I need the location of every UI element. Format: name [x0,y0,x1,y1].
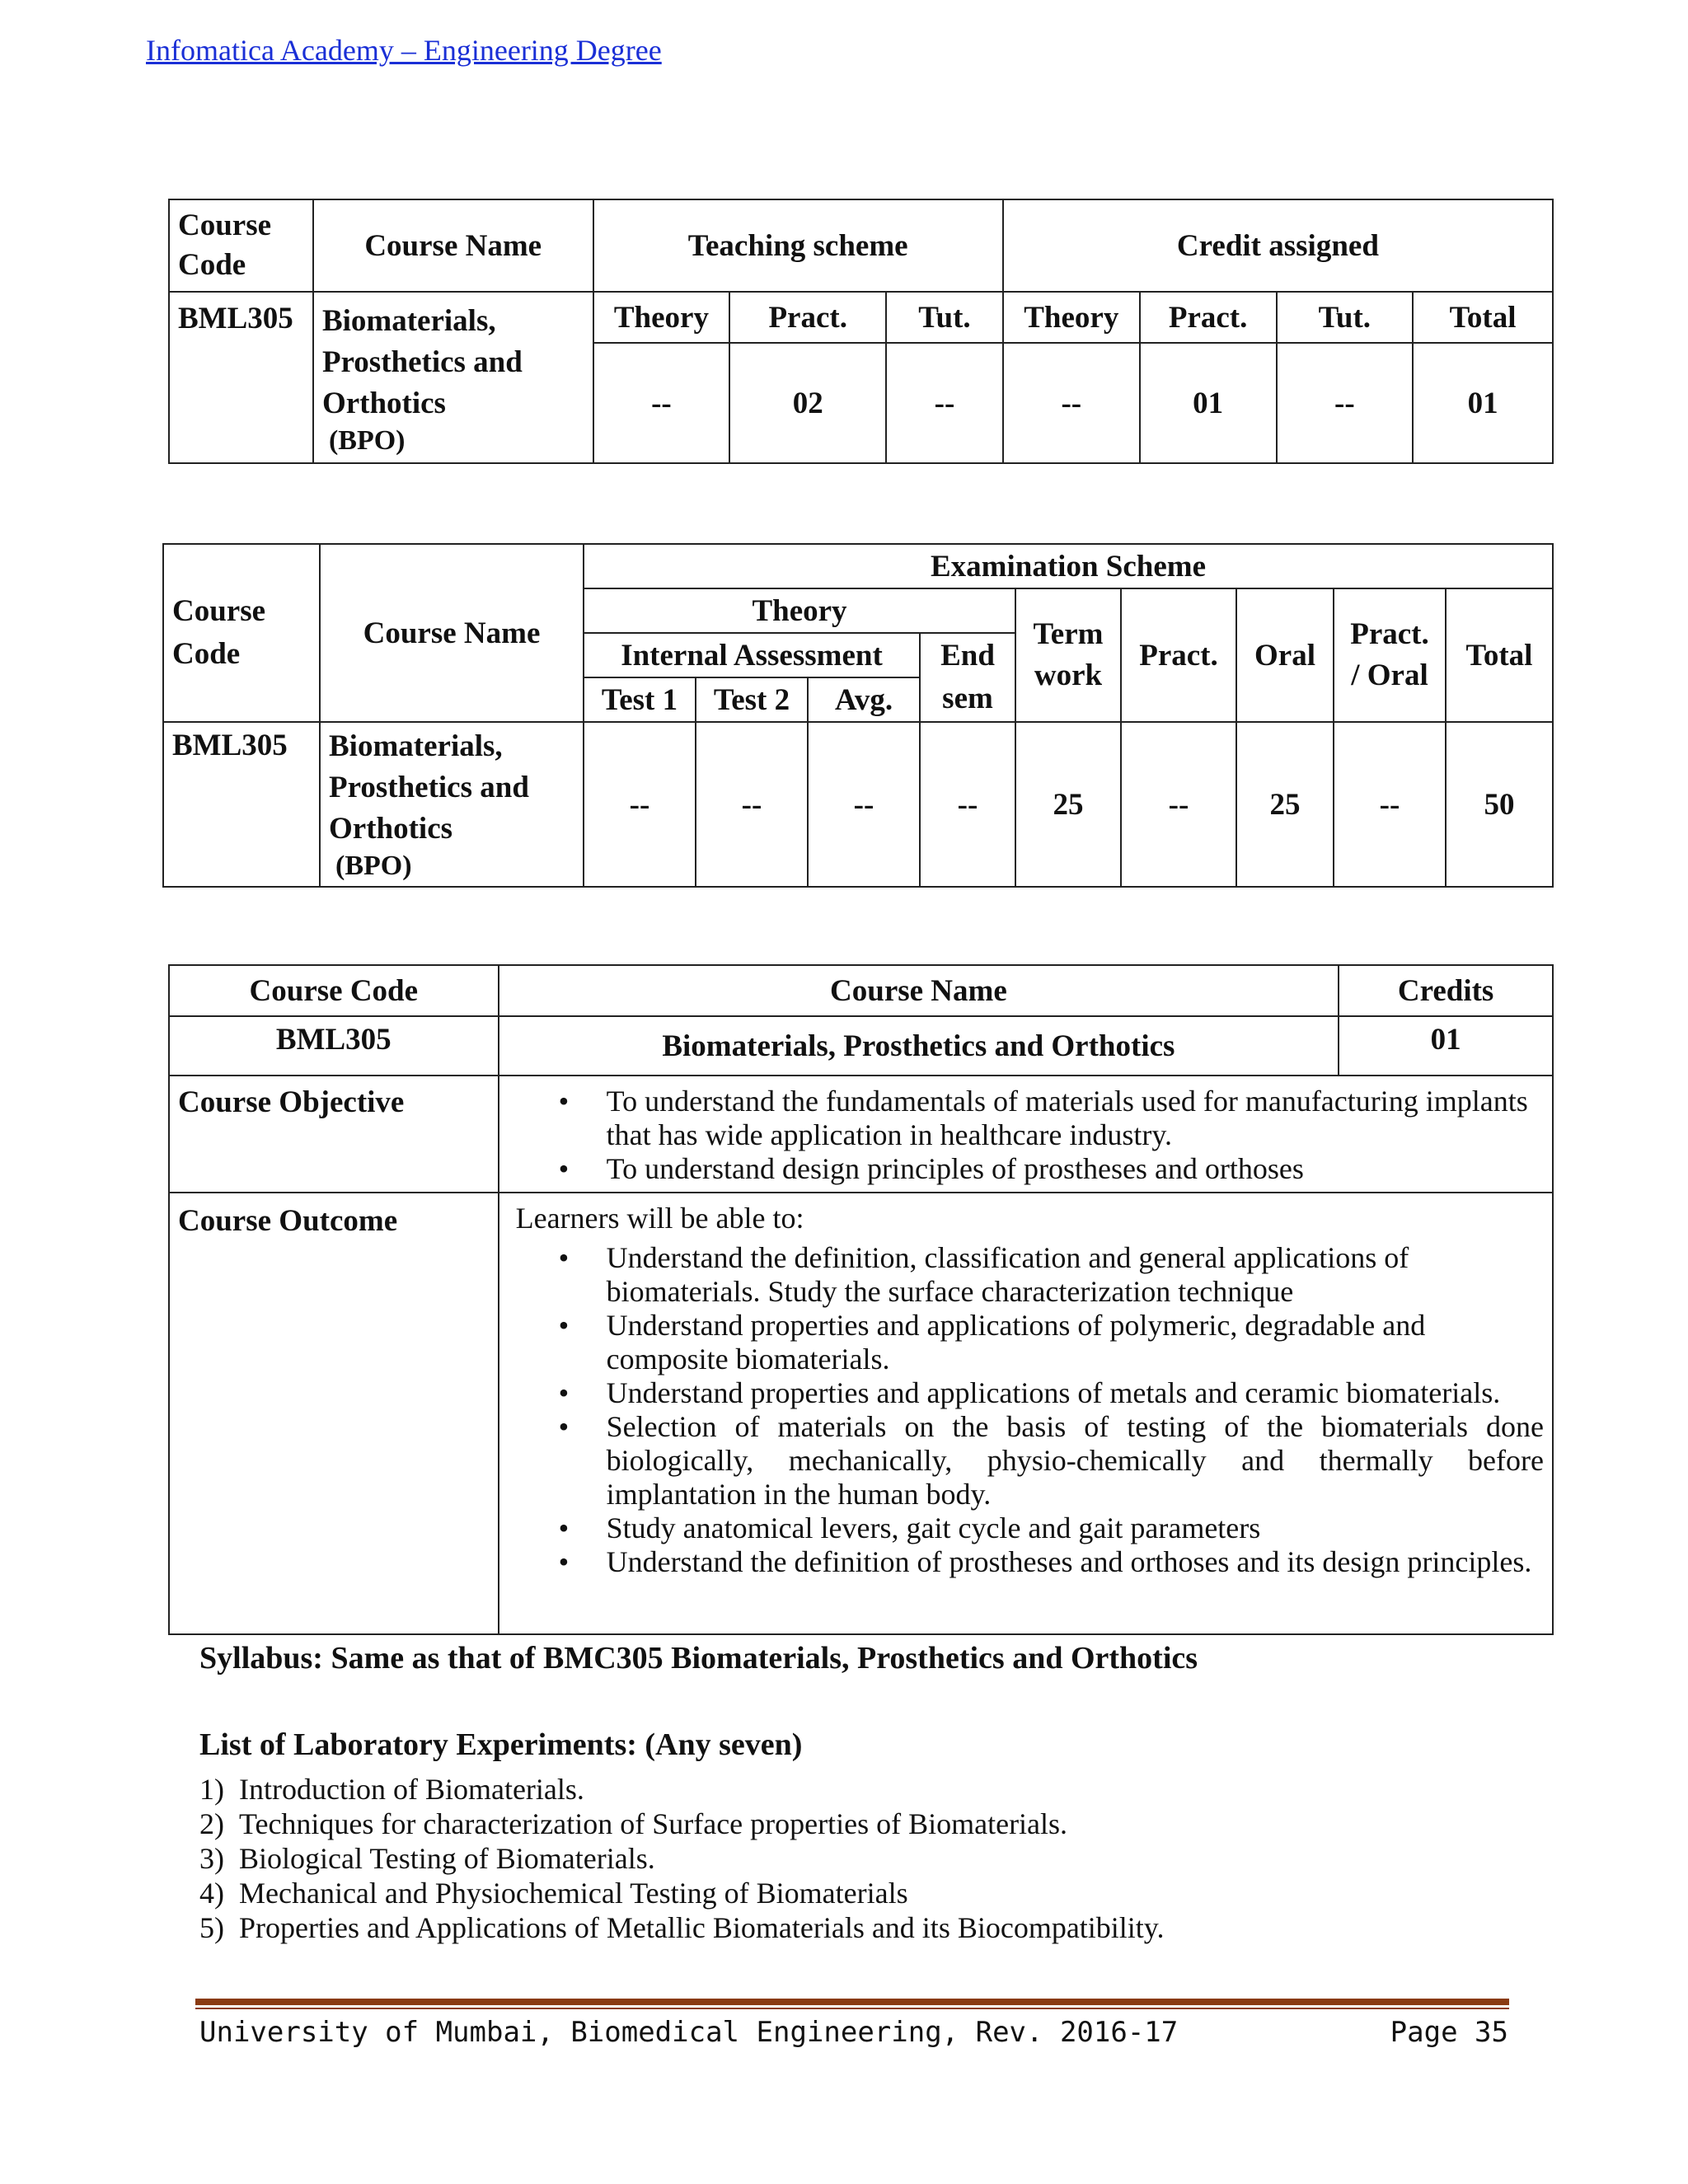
t3-outcomes-cell [499,1193,1553,1634]
footer-university: University of Mumbai, Biomedical Engineering, Rev. 2016-17 [199,2016,1179,2049]
outcome-item-2: • Understand properties and applications of polymeric, degradable and composite biomaterials. [508,1309,1544,1376]
t2-header-pract-oral: Pract. / Oral [1334,588,1446,722]
t1-val-credit-total: 01 [1413,343,1553,463]
t1-course-name: Biomaterials, Prosthetics and Orthotics [321,304,523,420]
t2-header-test1: Test 1 [584,677,696,722]
t2-val-pract-oral: -- [1334,722,1446,887]
t2-val-term-work: 25 [1015,722,1121,887]
t1-val-pract: 02 [729,343,886,463]
t1-val-theory: -- [593,343,730,463]
t2-header-course-name: Course Name [320,544,584,722]
t2-header-examination-scheme: Examination Scheme [584,544,1553,588]
t2-header-oral: Oral [1236,588,1334,722]
lab-item-number: 1) [199,1773,224,1806]
t3-header-course-name: Course Name [499,965,1339,1016]
t1-val-credit-pract: 01 [1140,343,1277,463]
lab-item [199,1841,1164,1876]
t2-val-total: 50 [1446,722,1553,887]
lab-item-text: Mechanical and Physiochemical Testing of Biomaterials [239,1877,908,1910]
t2-header-course-code: Course Code [163,544,320,722]
t2-header-theory: Theory [584,588,1015,633]
t1-val-tut: -- [886,343,1003,463]
footer-rule-thick [195,1999,1509,2005]
t1-sub-credit-tut: Tut. [1277,292,1414,343]
lab-item-text: Introduction of Biomaterials. [239,1773,584,1806]
objective-item-1: • To understand the fundamentals of materials used for manufacturing implants that has wide application in healthcare industry. [508,1085,1544,1152]
t3-header-credits: Credits [1339,965,1553,1016]
t2-header-term-work: Term work [1015,588,1121,722]
t1-val-credit-theory: -- [1003,343,1140,463]
t1-sub-theory: Theory [593,292,730,343]
outcome-item-5: • Study anatomical levers, gait cycle and gait parameters [508,1511,1544,1545]
lab-item-number: 3) [199,1842,224,1875]
t1-course-code: BML305 [169,292,313,463]
t1-sub-pract: Pract. [729,292,886,343]
footer-page-num: 35 [1475,2016,1508,2049]
outcome-intro: Learners will be able to: [515,1202,804,1235]
t3-objective-label: Course Objective [169,1076,499,1193]
t1-val-credit-tut: -- [1277,343,1414,463]
t1-sub-credit-total: Total [1413,292,1553,343]
objective-item-2: • To understand design principles of prostheses and orthoses [508,1152,1544,1186]
header-link[interactable]: Infomatica Academy – Engineering Degree [146,34,662,67]
t2-header-total: Total [1446,588,1553,722]
lab-item-number: 5) [199,1911,224,1944]
objectives-list [508,1085,1544,1186]
lab-item-text: Properties and Applications of Metallic Biomaterials and its Biocompatibility. [239,1911,1165,1944]
t3-course-code: BML305 [169,1016,499,1076]
t2-course-name-cell [320,722,584,887]
t2-header-test2: Test 2 [696,677,808,722]
t2-course-code: BML305 [163,722,320,887]
syllabus-note: Syllabus: Same as that of BMC305 Biomaterials, Prosthetics and Orthotics [199,1641,1198,1675]
lab-list-title: List of Laboratory Experiments: (Any seven) [199,1727,803,1762]
teaching-scheme-table [168,199,1554,464]
t3-credits: 01 [1339,1016,1553,1076]
examination-scheme-table [162,543,1554,888]
t1-header-course-name: Course Name [313,199,593,292]
outcome-item-4: • Selection of materials on the basis of testing of the biomaterials done biologically, mechanically, physio-chemically and thermally before implantation in the human body. [508,1410,1544,1511]
t2-header-end-sem: End sem [920,633,1015,722]
lab-item-number: 4) [199,1877,224,1910]
t1-sub-credit-theory: Theory [1003,292,1140,343]
t2-val-end-sem: -- [920,722,1015,887]
t2-val-avg: -- [808,722,920,887]
outcome-item-1: • Understand the definition, classification and general applications of biomaterials. Study the surface characterization technique [508,1241,1544,1309]
lab-experiments-list [199,1772,1164,1945]
t2-header-avg: Avg. [808,677,920,722]
lab-item-text: Biological Testing of Biomaterials. [239,1842,655,1875]
lab-item-text: Techniques for characterization of Surface properties of Biomaterials. [239,1807,1068,1840]
t3-outcome-label: Course Outcome [169,1193,499,1634]
outcome-item-6: • Understand the definition of prostheses and orthoses and its design principles. [508,1545,1544,1579]
t2-header-pract: Pract. [1121,588,1236,722]
outcome-item-3: • Understand properties and applications of metals and ceramic biomaterials. [508,1376,1544,1410]
t2-val-test2: -- [696,722,808,887]
footer-page-label: Page [1390,2016,1458,2049]
lab-item-number: 2) [199,1807,224,1840]
course-details-table [168,964,1554,1635]
t2-course-abbr: (BPO) [335,851,412,881]
lab-item [199,1876,1164,1910]
t1-sub-credit-pract: Pract. [1140,292,1277,343]
lab-item [199,1807,1164,1841]
t2-val-test1: -- [584,722,696,887]
lab-item [199,1910,1164,1945]
t1-header-teaching-scheme: Teaching scheme [593,199,1003,292]
t3-objectives-cell [499,1076,1553,1193]
t1-header-course-code: Course Code [169,199,313,292]
t1-course-name-cell [313,292,593,463]
t2-val-pract: -- [1121,722,1236,887]
t2-header-internal-assessment: Internal Assessment [584,633,920,677]
footer-rule-thin [195,2008,1509,2009]
t1-header-credit-assigned: Credit assigned [1003,199,1553,292]
footer-page-number [1390,2016,1508,2049]
t1-course-abbr: (BPO) [328,425,406,456]
t3-header-course-code: Course Code [169,965,499,1016]
lab-item [199,1772,1164,1807]
t2-val-oral: 25 [1236,722,1334,887]
t1-sub-tut: Tut. [886,292,1003,343]
outcomes-list [508,1241,1544,1579]
t2-course-name: Biomaterials, Prosthetics and Orthotics [329,729,529,846]
t3-course-name: Biomaterials, Prosthetics and Orthotics [499,1016,1339,1076]
